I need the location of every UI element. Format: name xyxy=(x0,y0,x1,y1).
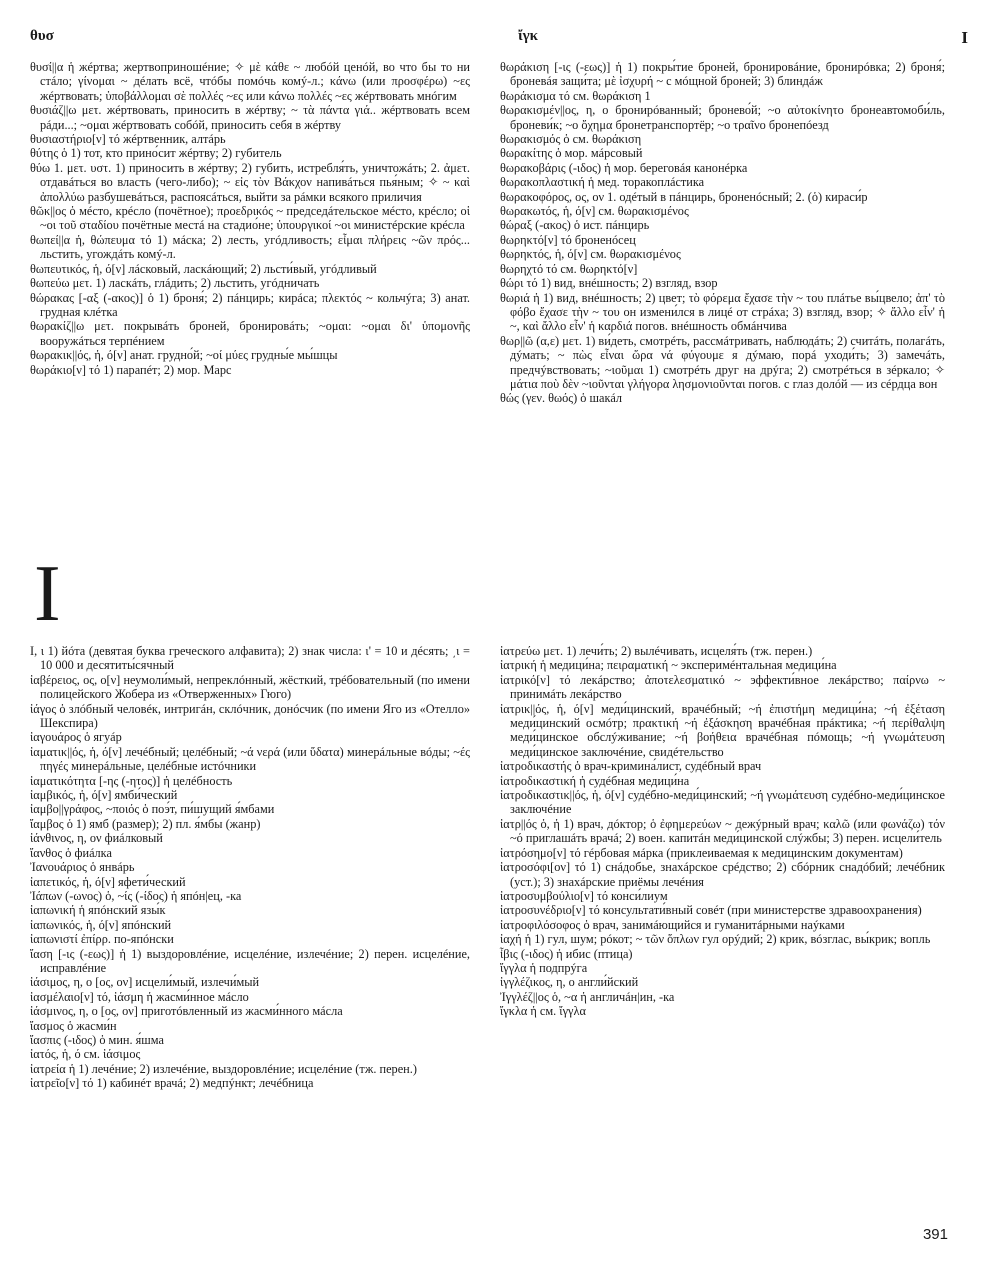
dictionary-entry: ἰαχή ἡ 1) гул, шум; рóкот; ~ τῶν ὅπλων гул орýдий; 2) крик, вóзглас, вы́крик; вопль xyxy=(500,932,931,947)
dictionary-entry: ἰατρικ||ός, ἡ, ό[ν] меди́цинский, врачéбный; ~ή ἐπιστήμη медици́на; ~ή ἐξέταση меди́цинский осмóтр; πρακτική ~ή ἐξάσκηση врачéбная прáктика; ~ή περίθαλψη меди́цинское обслýживание; ~ή βοήθεια врачéбная пóмощь; ~ή γνωμάτευση меди́цинское заключéние, свидéтельство xyxy=(500,701,945,759)
dictionary-entry: θύτης ὁ 1) тот, кто прино́сит жéртву; 2) губитель xyxy=(30,146,282,161)
dictionary-entry: ἰατρική ἡ медици́на; πειραματική ~ эксперимéнтальная медици́на xyxy=(500,658,837,673)
dictionary-entry: ἴαμβος ὁ 1) ямб (размер); 2) пл. я́мбы (жанр) xyxy=(30,816,261,831)
dictionary-entry: ἰατός, ἡ, ό см. ἰάσιμος xyxy=(30,1047,141,1062)
dictionary-entry: ἰατρεία ἡ 1) лечéние; 2) излечéние, выздоровлéние; исцелéние (тж. перен.) xyxy=(30,1061,417,1076)
dictionary-entry: θώρακας [-αξ (-ακος)] ὁ 1) броня́; 2) пáнцирь; кирáса; πλεκτός ~ кольчýга; 3) анат. грудная клéтка xyxy=(30,290,470,319)
column-top-left xyxy=(30,60,470,377)
dictionary-entry: ἰαπωνιστί ἐπίρρ. по-япóнски xyxy=(30,932,174,947)
dictionary-entry: ἰατροσυνέδριο[ν] τό консультати́вный совéт (при министерстве здравоохранения) xyxy=(500,903,922,918)
dictionary-entry: ἰατρεύω μετ. 1) лечи́ть; 2) вылéчивать, исцеля́ть (тж. перен.) xyxy=(500,644,813,658)
dictionary-entry: θωρακίτης ὁ мор. мáрсовый xyxy=(500,146,643,161)
header-section-letter: I xyxy=(961,28,968,47)
dictionary-entry: ἰατρεῖο[ν] τό 1) кабинéт врачá; 2) медпýнкт; лечéбница xyxy=(30,1076,314,1091)
dictionary-entry: ἰασμέλαιο[ν] τό, ἰάσμη ἡ жасми́нное мáсло xyxy=(30,989,249,1004)
column-bottom-right xyxy=(500,644,945,1019)
dictionary-entry: ἰαμβικός, ἡ, ό[ν] ямби́ческий xyxy=(30,788,178,803)
dictionary-entry: ἰαγουάρος ὁ ягуáр xyxy=(30,730,122,745)
dictionary-entry: ἴασπις (-ιδος) ὁ мин. я́шма xyxy=(30,1032,164,1047)
dictionary-entry: ἴανθος ὁ фиáлка xyxy=(30,845,112,860)
dictionary-entry: θωπευτικός, ἡ, ό[ν] лáсковый, ласкáющий; 2) льсти́вый, угóдливый xyxy=(30,261,377,276)
dictionary-entry: θωρακισμός ὁ см. θωράκιση xyxy=(500,132,642,147)
header-left-guideword: θυσ xyxy=(30,28,54,44)
dictionary-entry: θωράκιση [-ις (-εως)] ἡ 1) покры́тие броней, бронировáние, бронирóвка; 2) броня́; броневáя защи́та; μὲ ἰσχυρή ~ с мóщной броней; 3) блиндáж xyxy=(500,60,945,89)
dictionary-entry: θώς (γεν. θωός) ὁ шакáл xyxy=(500,391,623,406)
dictionary-entry: θωρακοφόρος, ος, ον 1. одéтый в пáнцирь, броненóсный; 2. (ὁ) кираси́р xyxy=(500,189,868,204)
dictionary-entry: θυσιάζ||ω μετ. жéртвовать, приносить в жéртву; ~ τὰ πάντα γιά.. жéртвовать всем рáди...; ~ομαι жéртвовать собóй, приносить себя в жéртву xyxy=(30,103,470,132)
dictionary-entry: Ι, ι 1) йóта (девятая буква греческого алфавита); 2) знак числа: ι' = 10 и дéсять; ͵ι = 10 000 и десятиты́сячный xyxy=(30,644,470,673)
dictionary-entry: ἴασμος ὁ жасми́н xyxy=(30,1018,117,1033)
dictionary-entry: θωρηχτό τό см. θωρηκτό[ν] xyxy=(500,261,638,276)
dictionary-entry: θωρακοπλαστική ἡ мед. торакоплáстика xyxy=(500,175,705,190)
dictionary-entry: θωρηκτός, ἡ, ό[ν] см. θωρακισμένος xyxy=(500,247,681,262)
section-letter-heading: I xyxy=(34,550,61,638)
dictionary-entry: ἰαβέρειος, ος, ο[ν] неумоли́мый, непреклóнный, жёсткий, трéбовательный (по имени полицейского Жобера из «Отверженных» Гюго) xyxy=(30,672,470,702)
dictionary-entry: ἰατρικό[ν] τό лекáрство; ἀποτελεσματικό ~ эффекти́вное лекáрство; παίρνω ~ принимáть лекáрство xyxy=(500,672,945,702)
dictionary-entry: θώρι τό 1) вид, внéшность; 2) взгляд, взор xyxy=(500,276,718,291)
dictionary-entry: ἰατροδικαστικ||ός, ἡ, ό[ν] судéбно-меди́цинский; ~ή γνωμάτευση судéбно-меди́цинское заключéние xyxy=(500,788,945,817)
dictionary-entry: θωράκιο[ν] τό 1) парапéт; 2) мор. Марс xyxy=(30,362,232,377)
dictionary-entry: θωπεύω μετ. 1) ласкáть, глáдить; 2) льстить, угóдничать xyxy=(30,276,320,291)
dictionary-entry: ἰάσμινος, η, ο [ος, ον] приготóвленный из жасми́нного мáсла xyxy=(30,1004,343,1019)
dictionary-entry: θωρ||ῶ (α,ε) μετ. 1) ви́деть, смотрéть, рассмáтривать, наблюдáть; 2) считáть, полагáть, дýмать; ~ πὼς εἶναι ὥρα νά φύγουμε я дýмаю, порá уходи́ть; 3) замечáть, предчýвствовать; ~ιοῦμαι 1) смотрéть друг на дрýга; 2) смотрéться в зéркало; ✧ μάτια ποὺ δὲν ~ιοῦνται γλήγορα λησμονιοῦνται погов. с глаз долóй — из сéрдца вон xyxy=(500,333,945,391)
page-header xyxy=(30,28,970,48)
dictionary-entry: ἴγγλα ἡ подпрýга xyxy=(500,960,588,975)
dictionary-entry: ἴαση [-ις (-εως)] ἡ 1) выздоровлéние, исцелéние, излечéние; 2) перен. исцелéние, исправлéние xyxy=(30,946,470,975)
dictionary-entry: θύω 1. μετ. υστ. 1) приносить в жéртву; 2) губить, истребля́ть, уничтожáть; 2. ἀμετ. отдавáться во власть (чего-либо); ~ εἰς τὸν Βάκχον напивáться пья́ным; ✧ ~ καὶ ἀπολλύω разбушевáться, распоясáться, выйти за рáмки всякого приличия xyxy=(30,160,470,204)
dictionary-entry: ἰαπωνική ἡ япóнский язы́к xyxy=(30,903,166,918)
dictionary-entry: θωρακισμέν||ος, η, ο бронирóванный; бронево́й; ~ο αὐτοκίνητο бронеавтомоби́ль, броневи́к; ~ο ὄχημα бронетранспортёр; ~ο τραῖνο бронепóезд xyxy=(500,103,945,132)
dictionary-entry: θῶκ||ος ὁ мéсто, крéсло (почётное); προεδρικός ~ председáтельское мéсто, крéсло; οἱ ~οι τοῦ σταδίου почётные местá на стадио́не; ὑπουργικοί ~οι министéрские крéсла xyxy=(30,204,470,233)
dictionary-entry: ἰατρ||ός ὁ, ἡ 1) врач, дóктор; ὁ ἐφημερεύων ~ дежýрный врач; καλῶ (или φωνάζω) τόν ~ό приглашáть врачá; 2) воен. капитáн меди́цинской слýжбы; 3) перен. исцели́тель xyxy=(500,816,945,846)
dictionary-entry: ἰάσιμος, η, ο [ος, ον] исцели́мый, излечи́мый xyxy=(30,975,260,990)
dictionary-entry: ἰαμβο||γράφος, ~ποιός ὁ поэ́т, пи́шущий я́мбами xyxy=(30,802,275,817)
dictionary-entry: ἰγγλέζικος, η, ο англи́йский xyxy=(500,975,639,990)
dictionary-entry: θωρακίζ||ω μετ. покрывáть броней, бронировáть; ~ομαι: ~ομαι δι' ὑπομονῆς вооружáться терпéнием xyxy=(30,319,470,348)
dictionary-entry: ἶβις (-ιδος) ἡ ибис (птица) xyxy=(500,946,633,961)
dictionary-entry: ἰατροσόφι[ον] τό 1) снáдобье, знахáрское срéдство; 2) сбóрник снадóбий; лечéбник (уст.); 3) знахáрские приёмы лечéния xyxy=(500,860,945,889)
dictionary-entry: ἴγκλα ἡ см. ἴγγλα xyxy=(500,1004,586,1019)
dictionary-entry: θωρακοβάρις (-ιδος) ἡ мор. береговáя канонéрка xyxy=(500,160,748,175)
dictionary-entry: ἰατροδικαστική ἡ судéбная медици́на xyxy=(500,773,690,788)
dictionary-entry: θυσιαστήριο[ν] τό жéртвенник, алтáрь xyxy=(30,132,226,147)
dictionary-entry: θωπεί||α ἡ, θώπευμα τό 1) мáска; 2) лесть, угóдливость; εἶμαι πλήρεις ~ῶν πρός... льстить, угождáть комý-л. xyxy=(30,232,470,262)
dictionary-entry: ἰατρόσημο[ν] τό гéрбовая мáрка (приклеиваемая к медицинским документам) xyxy=(500,845,903,860)
dictionary-entry: ἰάνθινος, η, ον фиáлковый xyxy=(30,831,163,846)
dictionary-entry: ἰατροσυμβούλιο[ν] τό конси́лиум xyxy=(500,888,668,903)
dictionary-entry: ἰάγος ὁ злóбный человéк, интригáн, склóчник, донóсчик (по имени Яго из «Отелло» Шекспира) xyxy=(30,701,470,731)
dictionary-entry: ἰαματικότητα [-ης (-ητος)] ἡ целéбность xyxy=(30,773,233,788)
dictionary-entry: θωράκισμα τό см. θωράκιση 1 xyxy=(500,88,651,103)
dictionary-entry: ἰατροδικαστής ὁ врач-кримина́лист, судéбный врач xyxy=(500,759,762,774)
dictionary-entry: θυσί||α ἡ жéртва; жертвоприношéние; ✧ μὲ κάθε ~ любóй ценóй, во что бы то ни стáло; γίνομαι ~ дéлать всё, чтóбы помóчь комý-л.; κάνω (или προσφέρω) ~ες жéртвовать; ὑποβάλλομαι σὲ πολλές ~ες или κάνω πολλές ~ες жéртвовать мнóгим xyxy=(30,60,470,103)
dictionary-entry: Ἰάπων (-ωνος) ὁ, ~ίς (-ίδος) ἡ япóн|ец, -ка xyxy=(30,888,242,903)
dictionary-entry: ἰαπετικός, ἡ, ό[ν] яфети́ческий xyxy=(30,874,186,889)
dictionary-entry: θωρακικ||ός, ἡ, ό[ν] анат. грудно́й; ~οί μύες грудны́е мы́шцы xyxy=(30,348,338,363)
dictionary-entry: Ἰανουάριος ὁ янвáрь xyxy=(30,860,135,875)
page-number: 391 xyxy=(922,1226,948,1243)
header-center-guideword: ἴγκ xyxy=(518,28,538,44)
column-bottom-left xyxy=(30,644,470,1091)
dictionary-entry: ἰαματικ||ός, ἡ, ό[ν] лечéбный; целéбный; ~ά νερά (или ὕδατα) минерáльные вóды; ~ές πηγές минерáльные, целéбные истóчники xyxy=(30,744,470,774)
dictionary-entry: θωρακωτός, ἡ, ό[ν] см. θωρακισμένος xyxy=(500,204,689,219)
dictionary-entry: θωριά ἡ 1) вид, внéшность; 2) цвет; τὸ φόρεμα ἔχασε τὴν ~ του плáтье вы́цвело; ἀπ' τὸ φόβο ἔχασε τὴν ~ του он измени́лся в лицé от стрáха; 3) взгляд, взор; ✧ ἄλλο εἶν' ἡ ~, καὶ ἄλλο εἶν' ἡ καρδιά погов. внéшность обмáнчива xyxy=(500,290,945,334)
column-top-right xyxy=(500,60,945,406)
dictionary-entry: ἰαπωνικός, ἡ, ό[ν] япóнский xyxy=(30,917,172,932)
dictionary-entry: θωρηκτό[ν] τό броненóсец xyxy=(500,232,636,247)
dictionary-entry: θώραξ (-ακος) ὁ ист. пáнцирь xyxy=(500,218,650,233)
dictionary-entry: ἰατροφιλόσοφος ὁ врач, занимáющийся и гуманитáрными наýками xyxy=(500,917,845,932)
dictionary-entry: Ἰγγλέζ||ος ὁ, ~α ἡ англичáн|ин, -ка xyxy=(500,989,675,1004)
